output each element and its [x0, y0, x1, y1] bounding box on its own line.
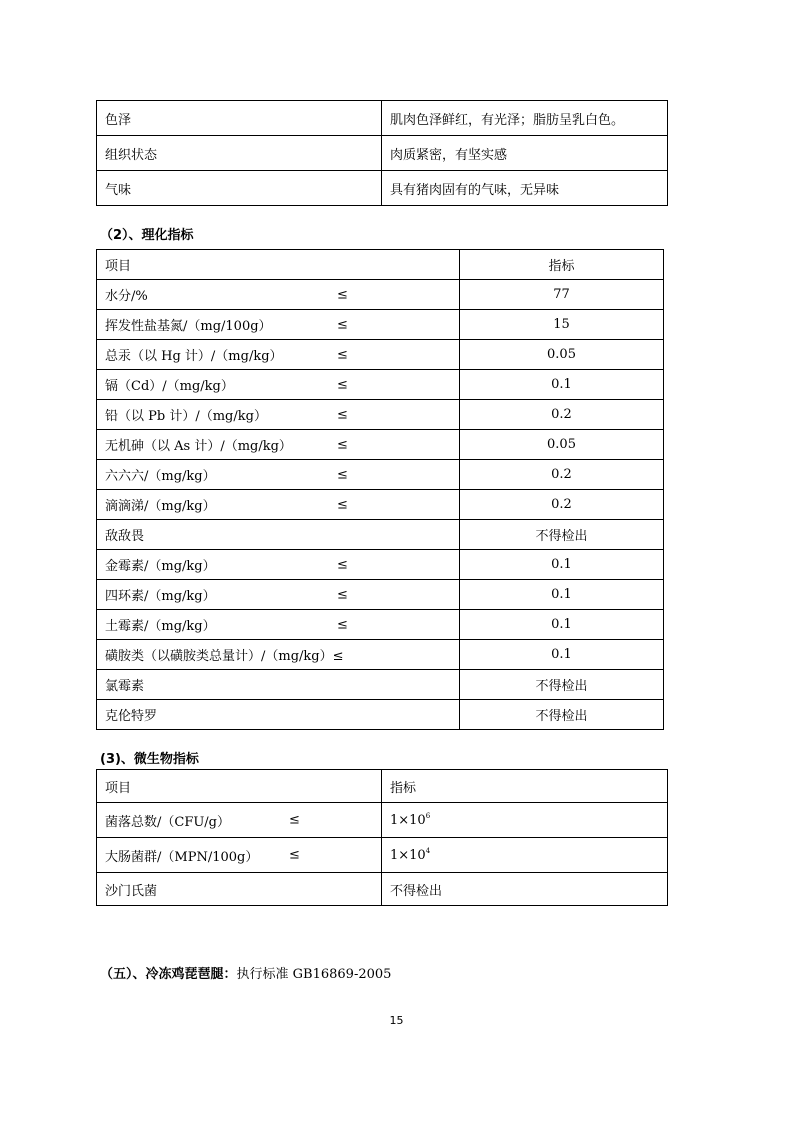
table-row: [97, 838, 668, 873]
le-symbol: ≤: [337, 617, 348, 632]
value-cell: [382, 838, 668, 873]
value-cell: 0.1: [460, 610, 664, 640]
item-cell: [97, 670, 460, 700]
table-header-row: [97, 770, 668, 803]
value-cell: 0.1: [460, 370, 664, 400]
le-symbol: ≤: [337, 317, 348, 332]
value-cell: 不得检出: [382, 873, 668, 906]
value-cell: 不得检出: [460, 700, 664, 730]
item-cell: [97, 580, 460, 610]
item-cell: [97, 400, 460, 430]
table-row: [97, 640, 664, 670]
value-exponent: 4: [425, 847, 431, 855]
value-cell: 0.05: [460, 340, 664, 370]
item-cell: 沙门氏菌: [97, 873, 382, 906]
physchem-heading: （2）、理化指标: [100, 228, 194, 243]
value-cell: 77: [460, 280, 664, 310]
table-row: [97, 370, 664, 400]
item-label: 滴滴涕/（mg/kg）: [105, 499, 216, 514]
table-header-row: [97, 250, 664, 280]
item-cell: [97, 430, 460, 460]
item-cell: [97, 520, 460, 550]
le-symbol: ≤: [337, 557, 348, 572]
value-cell: 0.1: [460, 640, 664, 670]
table-row: [97, 520, 664, 550]
header-item: 项目: [97, 250, 460, 280]
item-label: 菌落总数/（CFU/g）: [105, 814, 231, 830]
item-label: 金霉素/（mg/kg）: [105, 559, 216, 574]
micro-heading: (3)、微生物指标: [100, 752, 199, 767]
le-symbol: ≤: [337, 287, 348, 302]
table-row: [97, 400, 664, 430]
value-cell: 0.2: [460, 400, 664, 430]
table-row: [97, 670, 664, 700]
table-row: [97, 310, 664, 340]
le-symbol: ≤: [337, 377, 348, 392]
item-label: 总汞（以 Hg 计）/（mg/kg）: [105, 349, 283, 364]
le-symbol: ≤: [337, 497, 348, 512]
sensory-table: [96, 100, 668, 206]
table-row: [97, 580, 664, 610]
value-cell: 不得检出: [460, 520, 664, 550]
table-row: [97, 136, 668, 171]
value-cell: 肉质紧密，有坚实感: [382, 136, 668, 171]
value-cell: 0.2: [460, 490, 664, 520]
item-cell: 色泽: [97, 101, 382, 136]
value-cell: 0.1: [460, 550, 664, 580]
value-cell: 0.1: [460, 580, 664, 610]
table-row: [97, 490, 664, 520]
item-label: 四环素/（mg/kg）: [105, 589, 216, 604]
physchem-table: [96, 249, 664, 730]
item-label: 大肠菌群/（MPN/100g）: [105, 849, 259, 865]
item-cell: [97, 550, 460, 580]
header-value: 指标: [382, 770, 668, 803]
item-cell: [97, 340, 460, 370]
header-value: 指标: [460, 250, 664, 280]
value-exponent: 6: [425, 812, 431, 820]
table-row: [97, 171, 668, 206]
table-row: [97, 101, 668, 136]
le-symbol: ≤: [337, 347, 348, 362]
section-five: [100, 963, 391, 982]
value-cell: 15: [460, 310, 664, 340]
item-cell: [97, 490, 460, 520]
table-row: [97, 280, 664, 310]
section-five-text: 执行标准 GB16869-2005: [236, 967, 392, 982]
item-cell: [97, 460, 460, 490]
value-cell: 0.05: [460, 430, 664, 460]
le-symbol: ≤: [337, 587, 348, 602]
item-label: 敌敌畏: [105, 529, 145, 544]
table-row: [97, 700, 664, 730]
item-cell: [97, 310, 460, 340]
item-label: 挥发性盐基氮/（mg/100g）: [105, 319, 272, 334]
le-symbol: ≤: [289, 812, 300, 828]
header-item: 项目: [97, 770, 382, 803]
le-symbol: ≤: [337, 437, 348, 452]
item-label: 六六六/（mg/kg）: [105, 469, 216, 484]
micro-table: [96, 769, 668, 906]
item-cell: [97, 803, 382, 838]
item-label: 克伦特罗: [105, 709, 158, 724]
item-cell: 组织状态: [97, 136, 382, 171]
value-cell: 具有猪肉固有的气味，无异味: [382, 171, 668, 206]
table-row: [97, 610, 664, 640]
item-label: 氯霉素: [105, 679, 145, 694]
table-row: [97, 803, 668, 838]
section-five-label: （五）、冷冻鸡琵琶腿：: [100, 967, 237, 982]
item-label: 磺胺类（以磺胺类总量计）/（mg/kg）≤: [105, 649, 344, 664]
item-cell: [97, 610, 460, 640]
item-cell: [97, 280, 460, 310]
value-cell: 肌肉色泽鲜红，有光泽；脂肪呈乳白色。: [382, 101, 668, 136]
le-symbol: ≤: [289, 847, 300, 863]
value-cell: 不得检出: [460, 670, 664, 700]
item-label: 土霉素/（mg/kg）: [105, 619, 216, 634]
page-number: 15: [389, 1014, 404, 1027]
item-label: 镉（Cd）/（mg/kg）: [105, 379, 234, 394]
item-cell: [97, 370, 460, 400]
table-row: [97, 460, 664, 490]
le-symbol: ≤: [337, 407, 348, 422]
item-label: 水分/%: [105, 289, 148, 304]
value-base: 1×10: [390, 848, 426, 863]
table-row: [97, 550, 664, 580]
item-cell: 气味: [97, 171, 382, 206]
le-symbol: ≤: [337, 467, 348, 482]
value-base: 1×10: [390, 813, 426, 828]
item-cell: [97, 700, 460, 730]
item-label: 无机砷（以 As 计）/（mg/kg）: [105, 439, 292, 454]
value-cell: [382, 803, 668, 838]
item-cell: [97, 640, 460, 670]
item-cell: [97, 838, 382, 873]
table-row: [97, 430, 664, 460]
item-label: 铅（以 Pb 计）/（mg/kg）: [105, 409, 267, 424]
value-cell: 0.2: [460, 460, 664, 490]
table-row: [97, 873, 668, 906]
table-row: [97, 340, 664, 370]
